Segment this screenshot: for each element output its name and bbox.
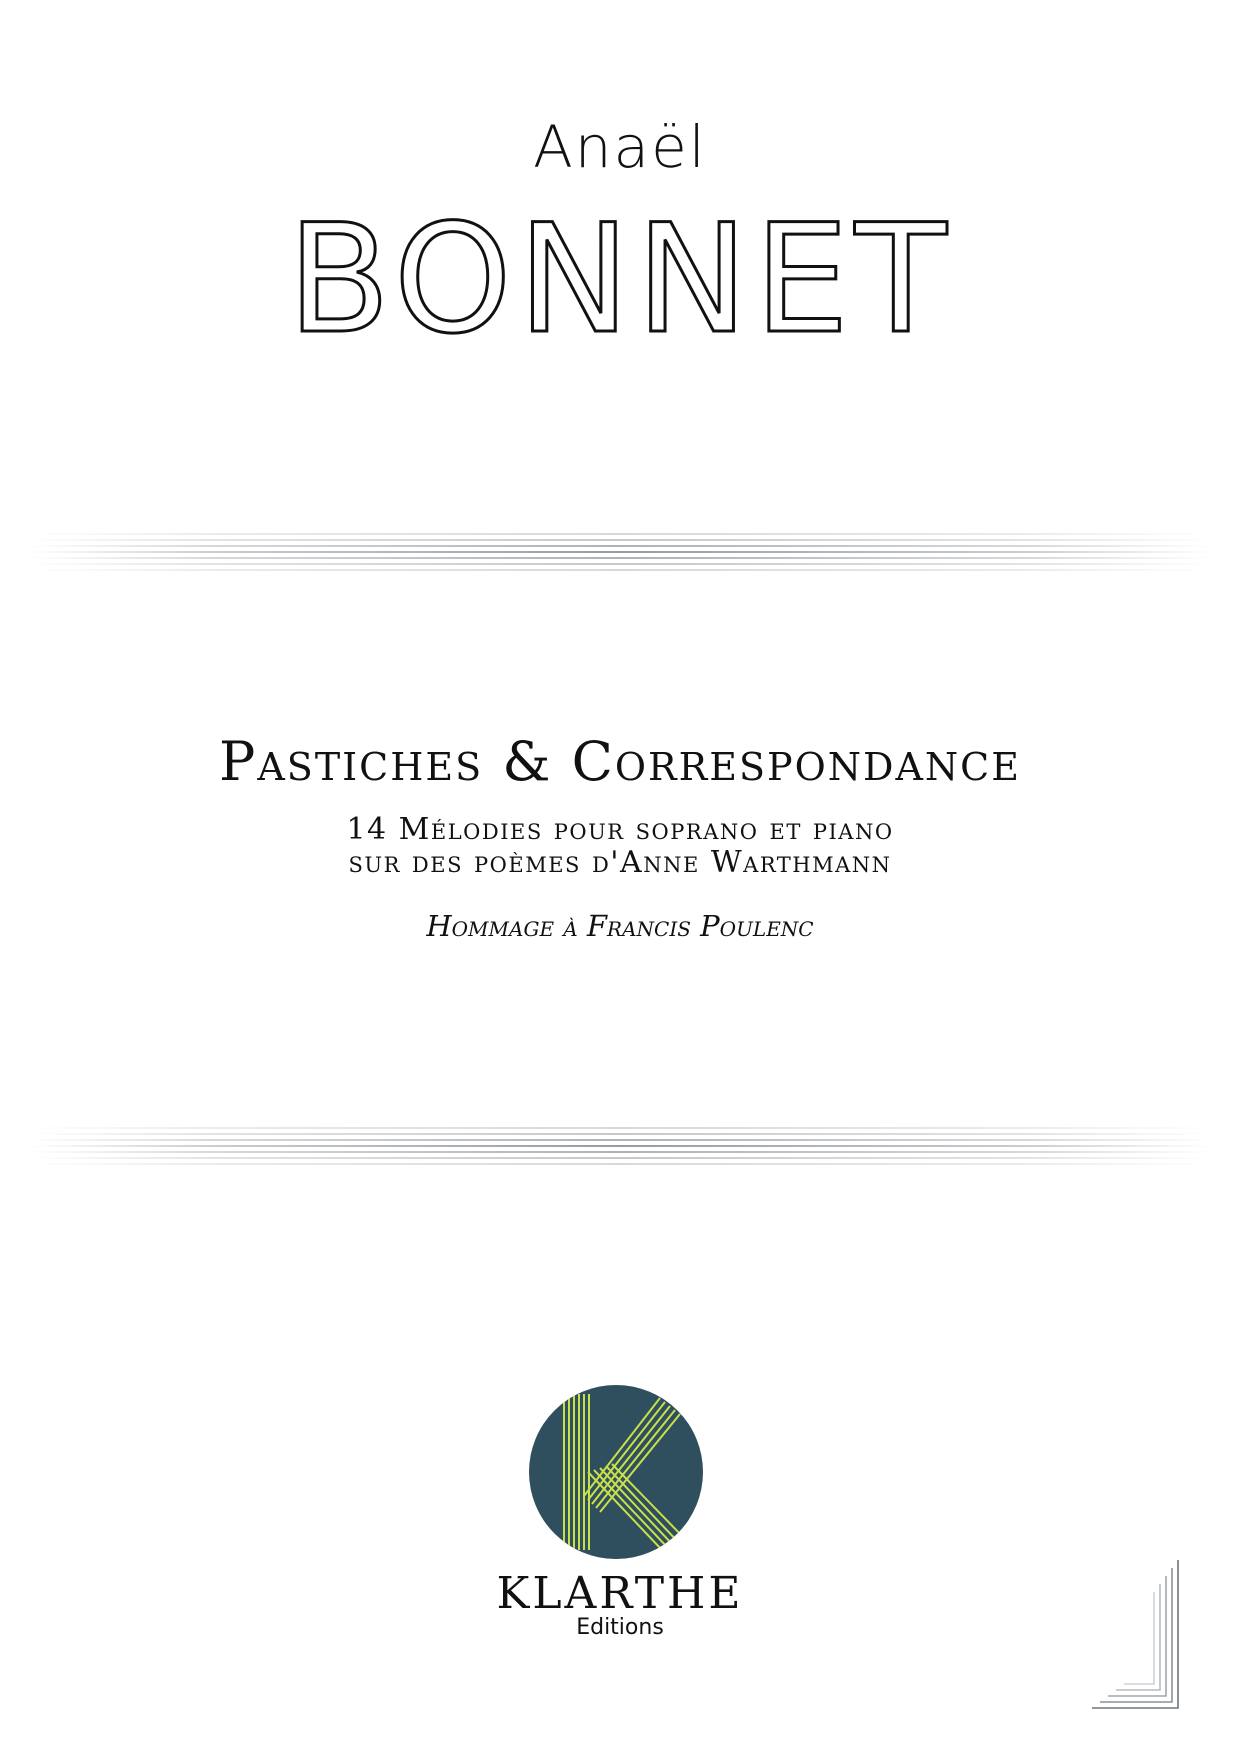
work-dedication: Hommage à Francis Poulenc	[426, 909, 814, 943]
work-subtitle-line2: sur des poèmes d'Anne Warthmann	[348, 845, 892, 880]
publisher-name: KLARTHE	[496, 1568, 744, 1619]
publisher-subtitle: Editions	[576, 1615, 664, 1640]
corner-ornament-icon	[1090, 1558, 1190, 1718]
decorative-rule-bottom	[30, 1127, 1210, 1167]
decorative-rule-top	[30, 533, 1210, 573]
composer-last-name: BONNET	[287, 193, 953, 367]
composer-first-name: Anaël	[533, 113, 707, 181]
work-subtitle-line1: 14 Mélodies pour soprano et piano	[346, 812, 894, 847]
work-title: Pastiches & Correspondance	[219, 730, 1021, 793]
klarthe-k-logo-icon	[528, 1384, 704, 1560]
